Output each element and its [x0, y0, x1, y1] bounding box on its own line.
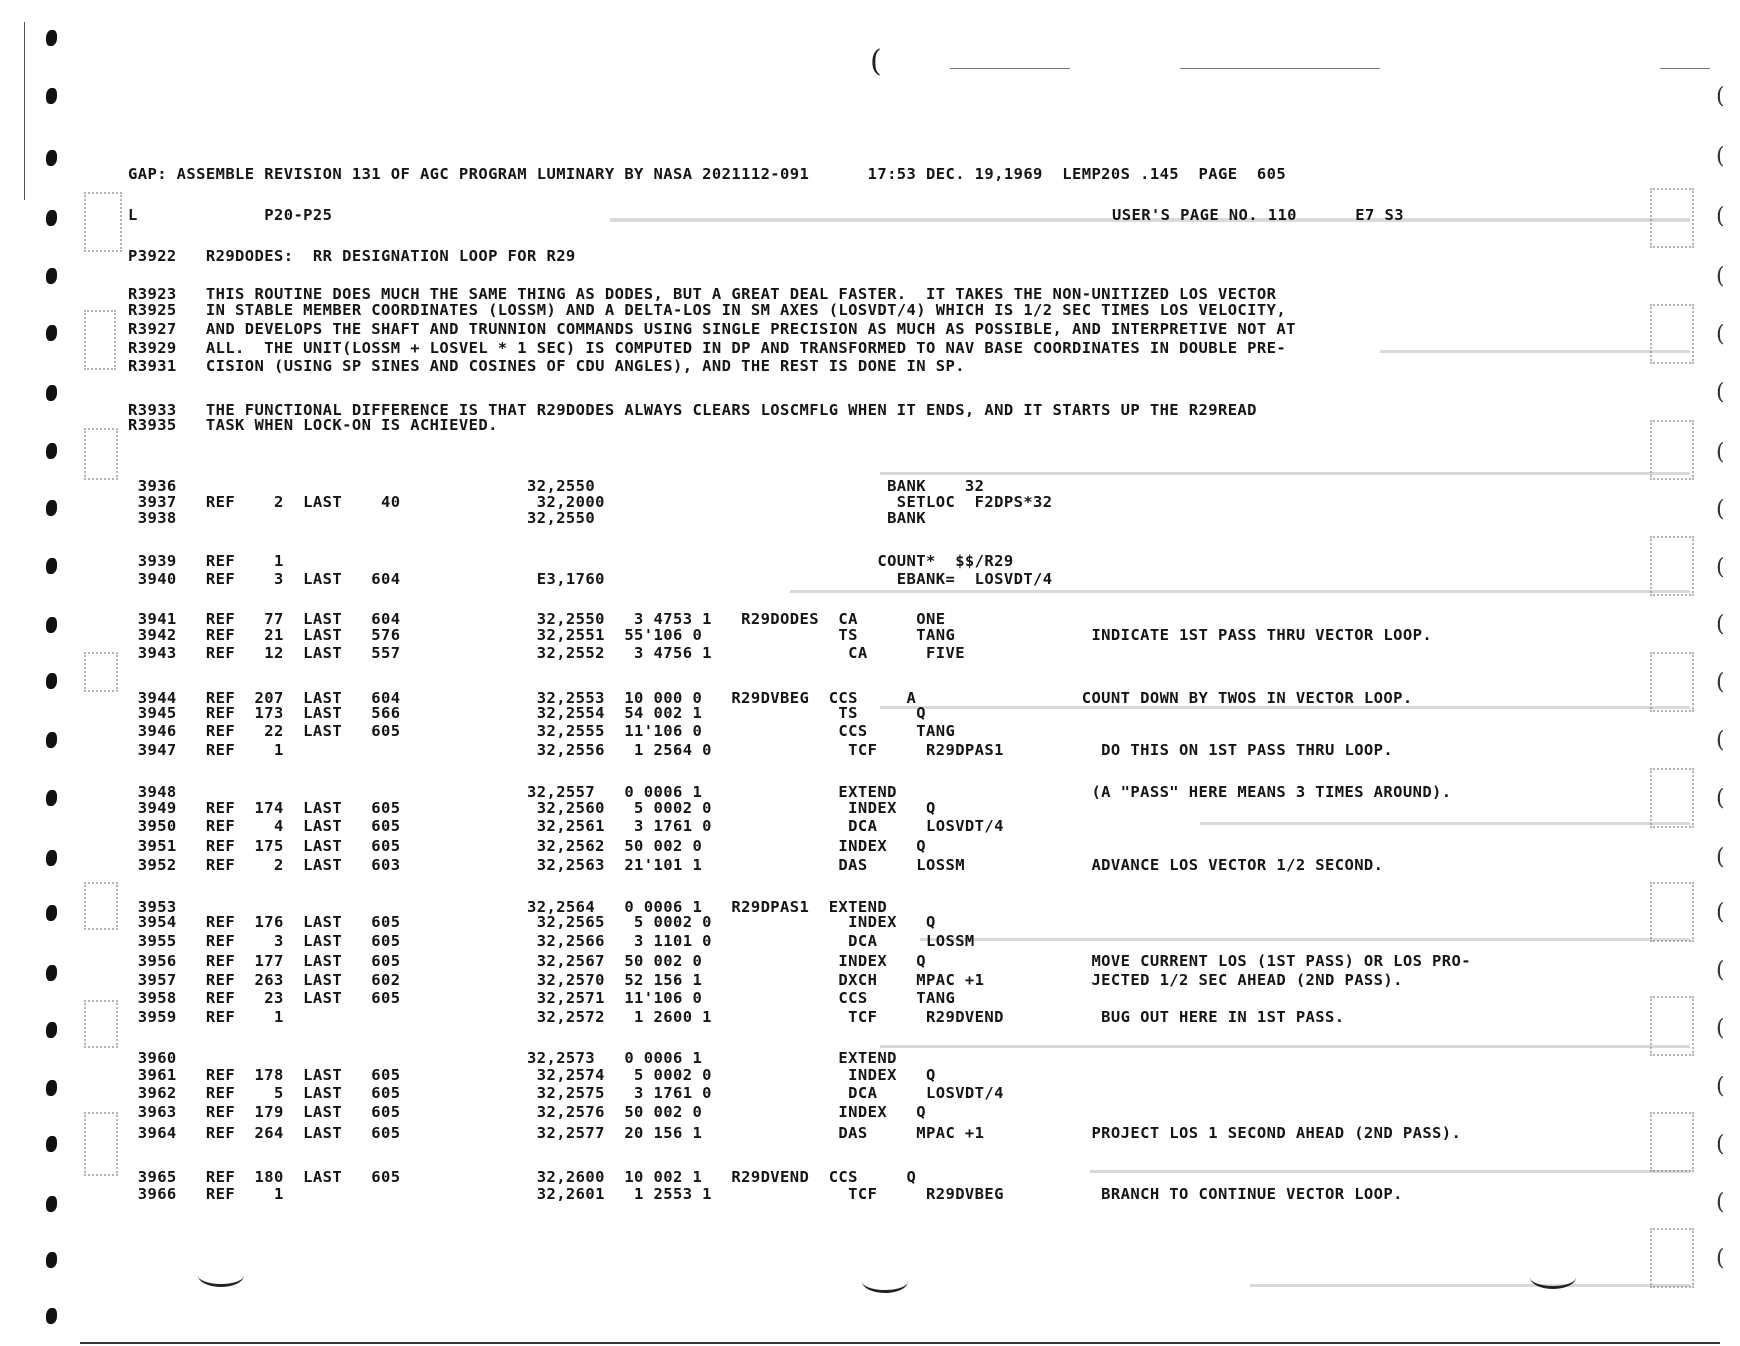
right-margin-mark: (	[1716, 728, 1725, 753]
scan-band	[880, 472, 1690, 475]
code-line: 3960 32,2573 0 0006 1 EXTEND	[128, 1049, 897, 1067]
page-bottom-rule	[80, 1342, 1720, 1344]
binder-hole-mark	[46, 88, 57, 104]
code-line: 3938 32,2550 BANK	[128, 509, 927, 527]
code-line: 3955 REF 3 LAST 605 32,2566 3 1101 0 DCA LOSSM	[128, 932, 975, 950]
code-line: 3959 REF 1 32,2572 1 2600 1 TCF R29DVEND BUG OUT HERE IN 1ST PASS.	[128, 1008, 1345, 1026]
right-margin-mark: (	[1716, 1016, 1725, 1041]
code-line: 3958 REF 23 LAST 605 32,2571 11'106 0 CCS TANG	[128, 989, 956, 1007]
binder-hole-mark	[46, 210, 57, 226]
code-line: 3956 REF 177 LAST 605 32,2567 50 002 0 INDEX Q MOVE CURRENT LOS (1ST PASS) OR LOS PRO-	[128, 952, 1471, 970]
scan-smudge	[1650, 536, 1694, 596]
right-margin-mark: (	[1716, 322, 1725, 347]
binder-hole-mark	[46, 558, 57, 574]
scan-band	[1090, 1170, 1690, 1173]
comment-line: R3925 IN STABLE MEMBER COORDINATES (LOSSM) AND A DELTA-LOS IN SM AXES (LOSVDT/4) WHICH IS 1/2 SEC TIMES LOS VELOCITY,	[128, 301, 1287, 319]
code-line: 3939 REF 1 COUNT* $$/R29	[128, 552, 1014, 570]
right-margin-mark: (	[1716, 958, 1725, 983]
right-margin-mark: (	[1716, 1190, 1725, 1215]
binder-hole-mark	[46, 1252, 57, 1268]
scan-smudge	[1650, 768, 1694, 828]
code-line: 3966 REF 1 32,2601 1 2553 1 TCF R29DVBEG BRANCH TO CONTINUE VECTOR LOOP.	[128, 1185, 1403, 1203]
binder-hole-mark	[46, 1022, 57, 1038]
binder-hole-mark	[46, 500, 57, 516]
right-margin-mark: (	[1716, 497, 1725, 522]
code-line: 3952 REF 2 LAST 603 32,2563 21'101 1 DAS LOSSM ADVANCE LOS VECTOR 1/2 SECOND.	[128, 856, 1384, 874]
scan-smudge	[84, 1000, 118, 1048]
left-margin-line	[24, 22, 25, 200]
right-margin-mark: (	[1716, 845, 1725, 870]
faint-dash	[1660, 68, 1710, 69]
code-line: 3949 REF 174 LAST 605 32,2560 5 0002 0 INDEX Q	[128, 799, 936, 817]
binder-hole-mark	[46, 325, 57, 341]
faint-dash	[950, 68, 1070, 69]
binder-hole-mark	[46, 385, 57, 401]
faint-dash	[1180, 68, 1380, 69]
comment-line: R3929 ALL. THE UNIT(LOSSM + LOSVEL * 1 SEC) IS COMPUTED IN DP AND TRANSFORMED TO NAV BASE COORDINATES IN DOUBLE PRE-	[128, 339, 1287, 357]
scan-smudge	[84, 1112, 118, 1176]
right-margin-mark: (	[1716, 204, 1725, 229]
scan-band	[1200, 822, 1690, 825]
scan-band	[880, 1045, 1690, 1048]
binder-hole-mark	[46, 268, 57, 284]
listing-header: GAP: ASSEMBLE REVISION 131 OF AGC PROGRAM LUMINARY BY NASA 2021112-091 17:53 DEC. 19,1969 LEMP20S .145 PAGE 605	[128, 165, 1287, 183]
binder-hole-mark	[46, 617, 57, 633]
code-line: 3950 REF 4 LAST 605 32,2561 3 1761 0 DCA LOSVDT/4	[128, 817, 1004, 835]
right-margin-mark: (	[1716, 380, 1725, 405]
scan-band	[1380, 350, 1690, 353]
binder-hole-mark	[46, 905, 57, 921]
binder-hole-mark	[46, 1080, 57, 1096]
routine-title-comment: P3922 R29DODES: RR DESIGNATION LOOP FOR R29	[128, 247, 576, 265]
scan-band	[790, 590, 1690, 593]
scan-smudge	[1650, 1228, 1694, 1288]
code-line: 3937 REF 2 LAST 40 32,2000 SETLOC F2DPS*32	[128, 493, 1053, 511]
binder-hole-mark	[46, 150, 57, 166]
binder-hole-mark	[46, 30, 57, 46]
code-line: 3954 REF 176 LAST 605 32,2565 5 0002 0 INDEX Q	[128, 913, 936, 931]
right-margin-mark: (	[1716, 555, 1725, 580]
scan-smudge	[1650, 304, 1694, 364]
code-line: 3945 REF 173 LAST 566 32,2554 54 002 1 TS Q	[128, 704, 927, 722]
code-line: 3953 32,2564 0 0006 1 R29DPAS1 EXTEND	[128, 898, 888, 916]
code-line: 3957 REF 263 LAST 602 32,2570 52 156 1 DXCH MPAC +1 JECTED 1/2 SEC AHEAD (2ND PASS).	[128, 971, 1403, 989]
scan-smudge	[1650, 1112, 1694, 1172]
code-line: 3941 REF 77 LAST 604 32,2550 3 4753 1 R29DODES CA ONE	[128, 610, 946, 628]
binder-hole-mark	[46, 732, 57, 748]
scan-smudge	[84, 652, 118, 692]
bottom-arc-mark	[1530, 1266, 1576, 1289]
bottom-arc-mark	[198, 1264, 244, 1287]
code-line: 3961 REF 178 LAST 605 32,2574 5 0002 0 INDEX Q	[128, 1066, 936, 1084]
right-margin-mark: (	[1716, 612, 1725, 637]
right-margin-mark: (	[1716, 1246, 1725, 1271]
binder-hole-mark	[46, 965, 57, 981]
scan-smudge	[1650, 420, 1694, 480]
right-margin-mark: (	[1716, 264, 1725, 289]
binder-hole-mark	[46, 790, 57, 806]
code-line: 3943 REF 12 LAST 557 32,2552 3 4756 1 CA FIVE	[128, 644, 965, 662]
right-margin-mark: (	[1716, 1132, 1725, 1157]
scan-smudge	[1650, 188, 1694, 248]
scan-band	[1250, 1284, 1690, 1287]
right-margin-mark: (	[1716, 670, 1725, 695]
scan-smudge	[84, 192, 122, 252]
bottom-arc-mark	[862, 1270, 908, 1293]
code-line: 3965 REF 180 LAST 605 32,2600 10 002 1 R29DVEND CCS Q	[128, 1168, 917, 1186]
comment-line: R3933 THE FUNCTIONAL DIFFERENCE IS THAT R29DODES ALWAYS CLEARS LOSCMFLG WHEN IT ENDS, AND IT STARTS UP THE R29READ	[128, 401, 1257, 419]
code-line: 3964 REF 264 LAST 605 32,2577 20 156 1 DAS MPAC +1 PROJECT LOS 1 SECOND AHEAD (2ND PASS).	[128, 1124, 1462, 1142]
code-line: 3942 REF 21 LAST 576 32,2551 55'106 0 TS TANG INDICATE 1ST PASS THRU VECTOR LOOP.	[128, 626, 1433, 644]
right-margin-mark: (	[1716, 144, 1725, 169]
code-line: 3936 32,2550 BANK 32	[128, 477, 985, 495]
right-margin-mark: (	[1716, 1074, 1725, 1099]
code-line: 3948 32,2557 0 0006 1 EXTEND (A "PASS" HERE MEANS 3 TIMES AROUND).	[128, 783, 1452, 801]
code-line: 3946 REF 22 LAST 605 32,2555 11'106 0 CCS TANG	[128, 722, 956, 740]
binder-hole-mark	[46, 850, 57, 866]
code-line: 3951 REF 175 LAST 605 32,2562 50 002 0 INDEX Q	[128, 837, 927, 855]
scan-smudge	[84, 310, 116, 370]
section-label: L P20-P25	[128, 206, 333, 224]
comment-line: R3935 TASK WHEN LOCK-ON IS ACHIEVED.	[128, 416, 498, 434]
comment-line: R3927 AND DEVELOPS THE SHAFT AND TRUNNION COMMANDS USING SINGLE PRECISION AS MUCH AS POSSIBLE, AND INTERPRETIVE NOT AT	[128, 320, 1296, 338]
binder-hole-mark	[46, 673, 57, 689]
scan-band	[920, 938, 1690, 941]
binder-hole-mark	[46, 1196, 57, 1212]
code-line: 3962 REF 5 LAST 605 32,2575 3 1761 0 DCA LOSVDT/4	[128, 1084, 1004, 1102]
binder-hole-mark	[46, 1136, 57, 1152]
code-line: 3947 REF 1 32,2556 1 2564 0 TCF R29DPAS1 DO THIS ON 1ST PASS THRU LOOP.	[128, 741, 1394, 759]
scan-smudge	[84, 882, 118, 930]
code-line: 3944 REF 207 LAST 604 32,2553 10 000 0 R29DVBEG CCS A COUNT DOWN BY TWOS IN VECTOR LOOP.	[128, 689, 1413, 707]
right-margin-mark: (	[1716, 786, 1725, 811]
scan-smudge	[1650, 652, 1694, 712]
comment-line: R3931 CISION (USING SP SINES AND COSINES OF CDU ANGLES), AND THE REST IS DONE IN SP.	[128, 357, 965, 375]
binder-hole-mark	[46, 443, 57, 459]
scan-smudge	[84, 428, 118, 480]
top-paren-mark: (	[870, 44, 882, 79]
code-line: 3940 REF 3 LAST 604 E3,1760 EBANK= LOSVDT/4	[128, 570, 1053, 588]
right-margin-mark: (	[1716, 900, 1725, 925]
scan-smudge	[1650, 996, 1694, 1056]
code-line: 3963 REF 179 LAST 605 32,2576 50 002 0 INDEX Q	[128, 1103, 927, 1121]
scan-smudge	[1650, 882, 1694, 942]
right-margin-mark: (	[1716, 440, 1725, 465]
right-margin-mark: (	[1716, 84, 1725, 109]
binder-hole-mark	[46, 1308, 57, 1324]
user-page-number: USER'S PAGE NO. 110 E7 S3	[1112, 206, 1404, 224]
comment-line: R3923 THIS ROUTINE DOES MUCH THE SAME THING AS DODES, BUT A GREAT DEAL FASTER. IT TAKES THE NON-UNITIZED LOS VECTOR	[128, 285, 1277, 303]
